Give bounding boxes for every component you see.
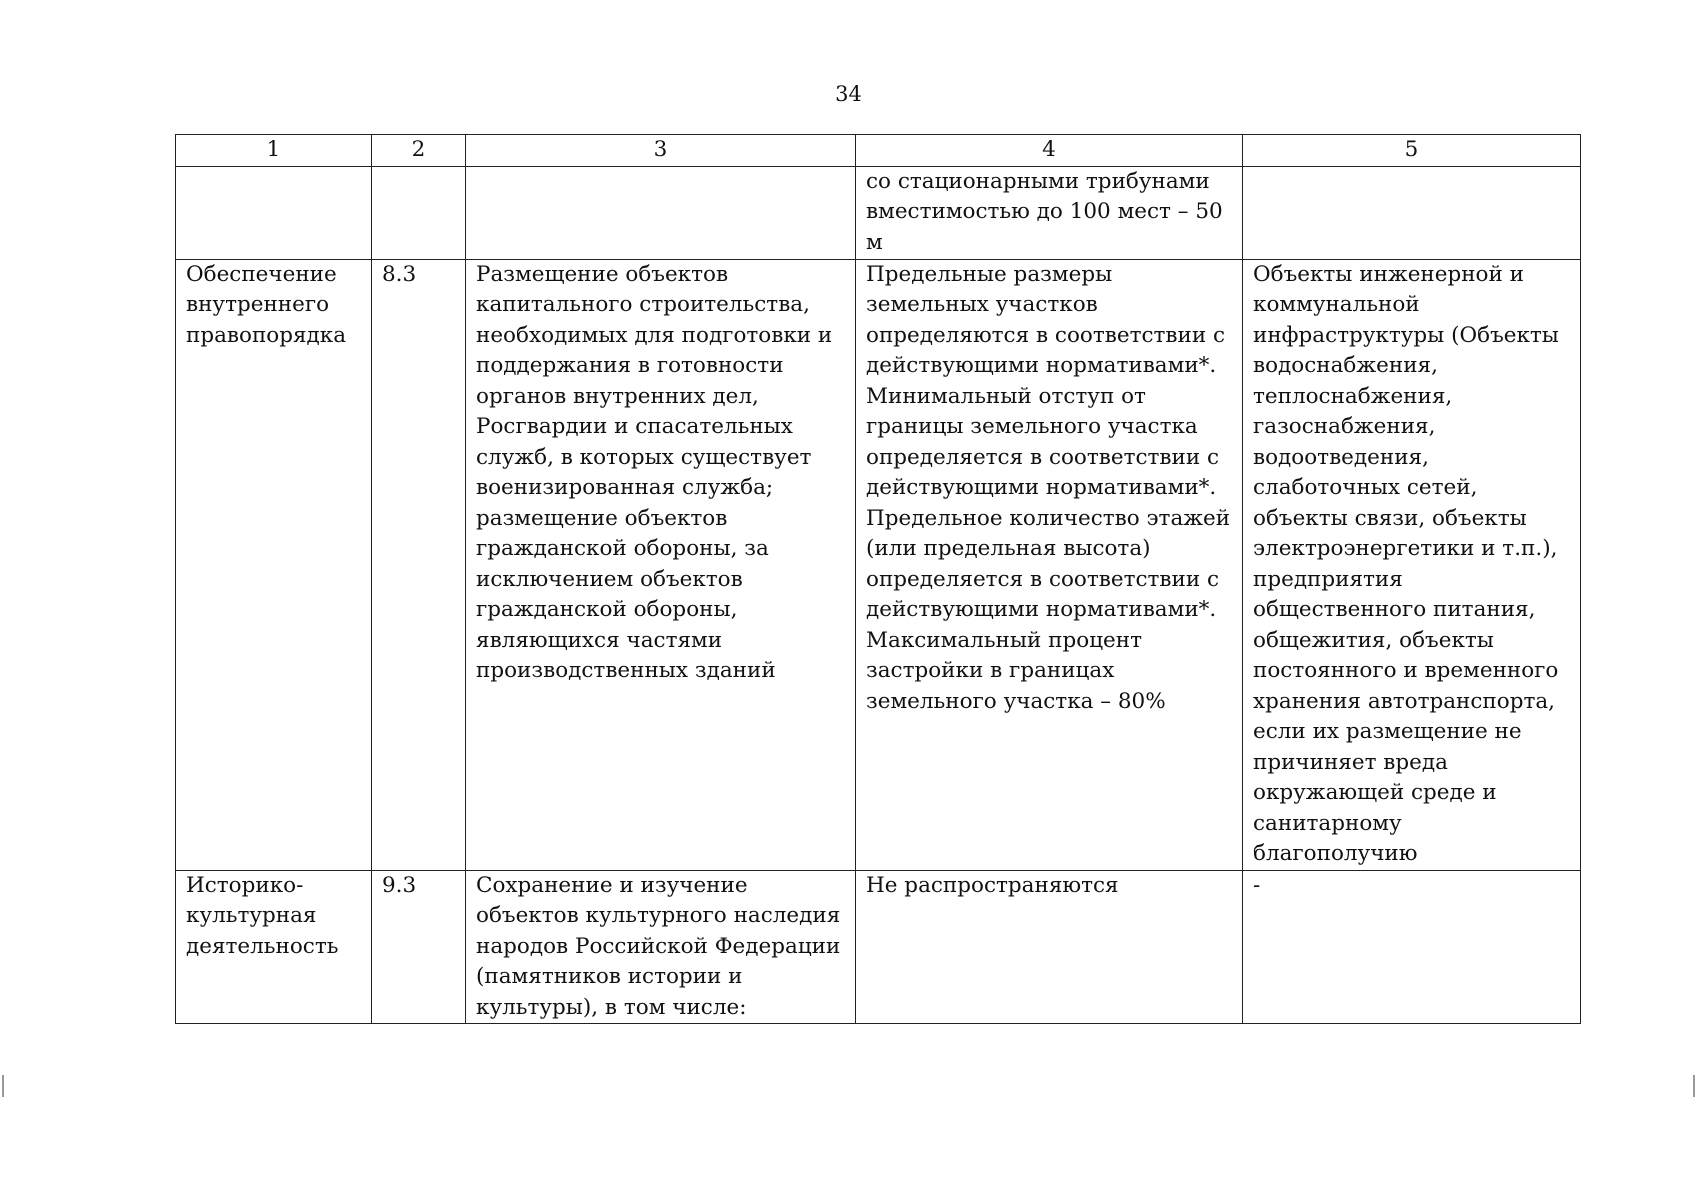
cell-text-line: являющихся частями xyxy=(476,627,723,653)
table-row xyxy=(176,166,1581,259)
cell-text-line: производственных зданий xyxy=(476,658,776,683)
cell-use-type xyxy=(176,166,372,259)
cell-code xyxy=(372,870,466,1024)
cell-code xyxy=(372,166,466,259)
cell-description xyxy=(466,166,856,259)
cell-text-line: Объекты инженерной и xyxy=(1253,261,1524,287)
cell-text-line: водоотведения, xyxy=(1253,444,1429,470)
cell-text-line: необходимых для подготовки и xyxy=(476,322,833,348)
cell-text-line: исключением объектов xyxy=(476,566,743,592)
cell-text-line: Минимальный отступ от xyxy=(866,383,1146,409)
cell-text-line: инфраструктуры (Объекты xyxy=(1253,322,1559,348)
cell-text-line: народов Российской Федерации xyxy=(476,933,841,959)
cell-text-line: гражданской обороны, xyxy=(476,597,738,622)
cell-text-line: благополучию xyxy=(1253,841,1418,866)
cell-text-line: объектов культурного наследия xyxy=(476,903,841,928)
column-number-1: 1 xyxy=(176,135,372,167)
land-use-table xyxy=(175,134,1581,1024)
table-header-row xyxy=(176,135,1581,167)
cell-auxiliary-uses xyxy=(1243,870,1581,1024)
cell-text-line: коммунальной xyxy=(1253,292,1420,317)
cell-text-line: общественного питания, xyxy=(1253,597,1536,622)
cell-text-line: 9.3 xyxy=(382,872,417,898)
scan-edge-mark xyxy=(1693,1075,1695,1097)
cell-description xyxy=(466,870,856,1024)
cell-text-line: земельных участков xyxy=(866,292,1098,317)
cell-text-line: границы земельного участка xyxy=(866,414,1198,439)
cell-text-line: общежития, объекты xyxy=(1253,627,1494,653)
cell-text-line: Не распространяются xyxy=(866,872,1119,898)
cell-text-line: Историко- xyxy=(186,872,304,898)
cell-text-line: Предельные размеры xyxy=(866,261,1113,287)
cell-text-line: Размещение объектов xyxy=(476,261,729,287)
cell-text-line: действующими нормативами*. xyxy=(866,353,1217,378)
cell-text-line: определяется в соответствии с xyxy=(866,444,1220,470)
cell-text-line: служб, в которых существует xyxy=(476,444,812,470)
column-number-4: 4 xyxy=(856,135,1243,167)
cell-text-line: хранения автотранспорта, xyxy=(1253,688,1556,714)
cell-text-line: водоснабжения, xyxy=(1253,353,1438,378)
cell-text-line: Предельное количество этажей xyxy=(866,505,1231,531)
cell-text-line: органов внутренних дел, xyxy=(476,383,759,409)
cell-text-line: культурная xyxy=(186,903,317,928)
cell-text-line: действующими нормативами*. xyxy=(866,597,1217,622)
cell-text-line: объекты связи, объекты xyxy=(1253,505,1527,531)
cell-text-line: - xyxy=(1253,872,1261,898)
cell-text-line: предприятия xyxy=(1253,566,1403,592)
cell-parameters xyxy=(856,259,1243,870)
cell-use-type xyxy=(176,259,372,870)
cell-text-line: гражданской обороны, за xyxy=(476,536,769,561)
cell-text-line: правопорядка xyxy=(186,322,347,348)
cell-text-line: электроэнергетики и т.п.), xyxy=(1253,536,1558,561)
cell-text-line: (памятников истории и xyxy=(476,964,743,989)
cell-text-line: размещение объектов xyxy=(476,505,728,531)
cell-text-line: военизированная служба; xyxy=(476,475,774,500)
cell-text-line: теплоснабжения, xyxy=(1253,383,1453,409)
scan-edge-mark xyxy=(2,1075,4,1097)
cell-text-line: внутреннего xyxy=(186,292,330,317)
cell-text-line: Максимальный процент xyxy=(866,627,1142,653)
cell-text-line: слаботочных сетей, xyxy=(1253,475,1478,500)
cell-text-line: определяются в соответствии с xyxy=(866,322,1226,348)
cell-text-line: газоснабжения, xyxy=(1253,414,1436,439)
cell-text-line: 8.3 xyxy=(382,261,417,287)
cell-parameters xyxy=(856,870,1243,1024)
cell-text-line: вместимостью до 100 мест – 50 xyxy=(866,199,1223,224)
table-row xyxy=(176,870,1581,1024)
page-number: 34 xyxy=(835,82,862,106)
cell-text-line: капитального строительства, xyxy=(476,292,810,317)
cell-parameters xyxy=(856,166,1243,259)
cell-text-line: определяется в соответствии с xyxy=(866,566,1220,592)
cell-description xyxy=(466,259,856,870)
cell-text-line: если их размещение не xyxy=(1253,719,1522,744)
cell-text-line: культуры), в том числе: xyxy=(476,994,747,1020)
cell-text-line: Обеспечение xyxy=(186,261,337,287)
cell-code xyxy=(372,259,466,870)
cell-text-line: земельного участка – 80% xyxy=(866,688,1166,714)
column-number-3: 3 xyxy=(466,135,856,167)
cell-text-line: поддержания в готовности xyxy=(476,353,784,378)
table-row xyxy=(176,259,1581,870)
cell-text-line: деятельность xyxy=(186,933,339,959)
cell-text-line: санитарному xyxy=(1253,810,1402,836)
cell-text-line: (или предельная высота) xyxy=(866,536,1151,561)
cell-text-line: окружающей среде и xyxy=(1253,780,1497,805)
cell-text-line: действующими нормативами*. xyxy=(866,475,1217,500)
cell-text-line: Росгвардии и спасательных xyxy=(476,414,793,439)
cell-text-line: постоянного и временного xyxy=(1253,658,1559,683)
cell-auxiliary-uses xyxy=(1243,166,1581,259)
cell-text-line: Сохранение и изучение xyxy=(476,872,748,898)
cell-text-line: м xyxy=(866,229,883,255)
cell-text-line: со стационарными трибунами xyxy=(866,168,1210,194)
cell-auxiliary-uses xyxy=(1243,259,1581,870)
cell-text-line: застройки в границах xyxy=(866,658,1115,683)
column-number-2: 2 xyxy=(372,135,466,167)
cell-text-line: причиняет вреда xyxy=(1253,749,1448,775)
cell-use-type xyxy=(176,870,372,1024)
column-number-5: 5 xyxy=(1243,135,1581,167)
